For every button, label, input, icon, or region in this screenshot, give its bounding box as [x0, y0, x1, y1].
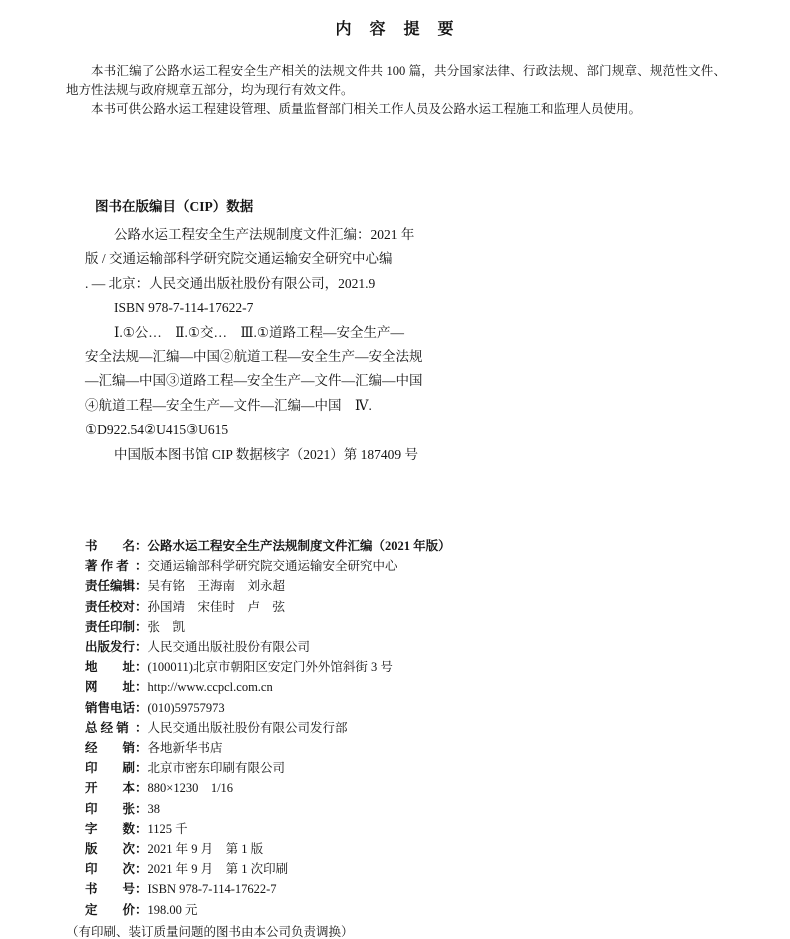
colophon-separator: ：: [135, 882, 148, 897]
colophon-separator: ：: [135, 660, 148, 675]
cip-classification-line: Ⅰ.①公… Ⅱ.①交… Ⅲ.①道路工程—安全生产—: [114, 324, 404, 340]
cip-classification-line: —汇编—中国③道路工程—安全生产—文件—汇编—中国: [85, 373, 423, 389]
colophon-label: 著 作 者: [85, 559, 129, 574]
colophon-value: (100011)北京市朝阳区安定门外外馆斜街 3 号: [147, 660, 393, 675]
colophon-row: [85, 576, 735, 596]
colophon-value: 2021 年 9 月 第 1 次印刷: [147, 862, 289, 877]
colophon-row: [85, 617, 735, 637]
colophon-label: 书 号: [85, 882, 136, 897]
cip-classification-line: 安全法规—汇编—中国②航道工程—安全生产—安全法规: [85, 349, 423, 365]
colophon-value: 1125 千: [147, 821, 188, 836]
colophon-label: 版 次: [85, 842, 136, 857]
colophon-separator: ：: [135, 599, 148, 614]
content-summary: [66, 62, 726, 118]
colophon-separator: ：: [135, 862, 148, 877]
colophon-value: 人民交通出版社股份有限公司: [147, 640, 311, 655]
colophon-value: 198.00 元: [147, 902, 198, 917]
colophon-row: [85, 819, 735, 839]
colophon-value: ISBN 978-7-114-17622-7: [147, 882, 277, 897]
colophon-separator: ：: [135, 720, 148, 735]
colophon-row: [85, 859, 735, 879]
colophon-separator: ：: [135, 741, 148, 756]
colophon-separator: ：: [135, 700, 148, 715]
colophon-row: [85, 597, 735, 617]
colophon-block: [66, 536, 735, 939]
colophon-row: [85, 778, 735, 798]
colophon-value: 北京市密东印刷有限公司: [147, 761, 286, 776]
colophon-separator: ：: [135, 821, 148, 836]
cip-isbn-line: ISBN 978-7-114-17622-7: [114, 300, 254, 316]
colophon-label: 责任印制: [85, 619, 136, 634]
colophon-label: 责任校对: [85, 599, 136, 614]
cip-block: [85, 196, 485, 467]
colophon-label: 经 销: [85, 741, 136, 756]
cip-line: 版 / 交通运输部科学研究院交通运输安全研究中心编: [85, 251, 393, 267]
colophon-label: 印 张: [85, 801, 136, 816]
colophon-label: 责任编辑: [85, 579, 136, 594]
colophon-value: 交通运输部科学研究院交通运输安全研究中心: [147, 559, 398, 574]
colophon-label: 总 经 销: [85, 720, 129, 735]
colophon-separator: ：: [135, 781, 148, 796]
colophon-row: [85, 718, 735, 738]
colophon-label: 网 址: [85, 680, 136, 695]
cip-line: . — 北京：人民交通出版社股份有限公司，2021.9: [85, 275, 376, 291]
colophon-value-website: http://www.ccpcl.com.cn: [147, 680, 273, 695]
colophon-label: 出版发行: [85, 640, 136, 655]
colophon-value: 38: [147, 801, 161, 816]
colophon-value: 各地新华书店: [147, 741, 223, 756]
cip-heading: 图书在版编目（CIP）数据: [95, 199, 254, 214]
colophon-label: 书 名: [85, 539, 136, 553]
colophon-separator: ：: [135, 559, 148, 574]
colophon-row: [85, 758, 735, 778]
colophon-label: 定 价: [85, 902, 136, 917]
colophon-separator: ：: [135, 539, 148, 553]
colophon-value: 公路水运工程安全生产法规制度文件汇编（2021 年版）: [147, 539, 451, 553]
colophon-label: 印 刷: [85, 761, 136, 776]
colophon-row: [85, 657, 735, 677]
colophon-separator: ：: [135, 680, 148, 695]
cip-classification-line: ①D922.54②U415③U615: [85, 422, 229, 438]
page-title: 内 容 提 要: [335, 21, 455, 38]
cip-registration-line: 中国版本图书馆 CIP 数据核字（2021）第 187409 号: [114, 446, 419, 462]
colophon-label: 字 数: [85, 821, 136, 836]
cip-line: 公路水运工程安全生产法规制度文件汇编：2021 年: [114, 227, 415, 242]
summary-paragraph: 本书可供公路水运工程建设管理、质量监督部门相关工作人员及公路水运工程施工和监理人员使用。: [91, 101, 642, 116]
colophon-value: 吴有铭 王海南 刘永超: [147, 579, 286, 594]
colophon-separator: ：: [135, 761, 148, 776]
colophon-row: [85, 879, 735, 899]
colophon-value: 2021 年 9 月 第 1 版: [147, 842, 264, 857]
colophon-separator: ：: [135, 902, 148, 917]
colophon-separator: ：: [135, 619, 148, 634]
colophon-row: [85, 556, 735, 576]
colophon-row: [85, 900, 735, 920]
colophon-separator: ：: [135, 579, 148, 594]
colophon-row: [85, 839, 735, 859]
colophon-separator: ：: [135, 640, 148, 655]
colophon-value: 张 凯: [147, 619, 186, 634]
colophon-row: [85, 536, 735, 556]
summary-paragraph: 本书汇编了公路水运工程安全生产相关的法规文件共 100 篇，共分国家法律、行政法规、部门规章、规范性文件、地方性法规与政府规章五部分，均为现行有效文件。: [66, 64, 726, 97]
colophon-row: [85, 738, 735, 758]
colophon-value: 孙国靖 宋佳时 卢 弦: [147, 599, 286, 614]
colophon-row: [85, 637, 735, 657]
colophon-value: (010)59757973: [147, 700, 225, 715]
colophon-label: 地 址: [85, 660, 136, 675]
cip-classification-line: ④航道工程—安全生产—文件—汇编—中国 Ⅳ.: [85, 397, 372, 413]
colophon-row: [85, 677, 735, 697]
colophon-label: 销售电话: [85, 700, 136, 715]
colophon-separator: ：: [135, 842, 148, 857]
colophon-value: 人民交通出版社股份有限公司发行部: [147, 720, 348, 735]
colophon-label: 开 本: [85, 781, 136, 796]
colophon-row: [85, 698, 735, 718]
colophon-separator: ：: [135, 801, 148, 816]
colophon-label: 印 次: [85, 862, 136, 877]
colophon-note: （有印刷、装订质量问题的图书由本公司负责调换）: [66, 924, 354, 939]
colophon-value: 880×1230 1/16: [147, 781, 234, 796]
colophon-row: [85, 799, 735, 819]
